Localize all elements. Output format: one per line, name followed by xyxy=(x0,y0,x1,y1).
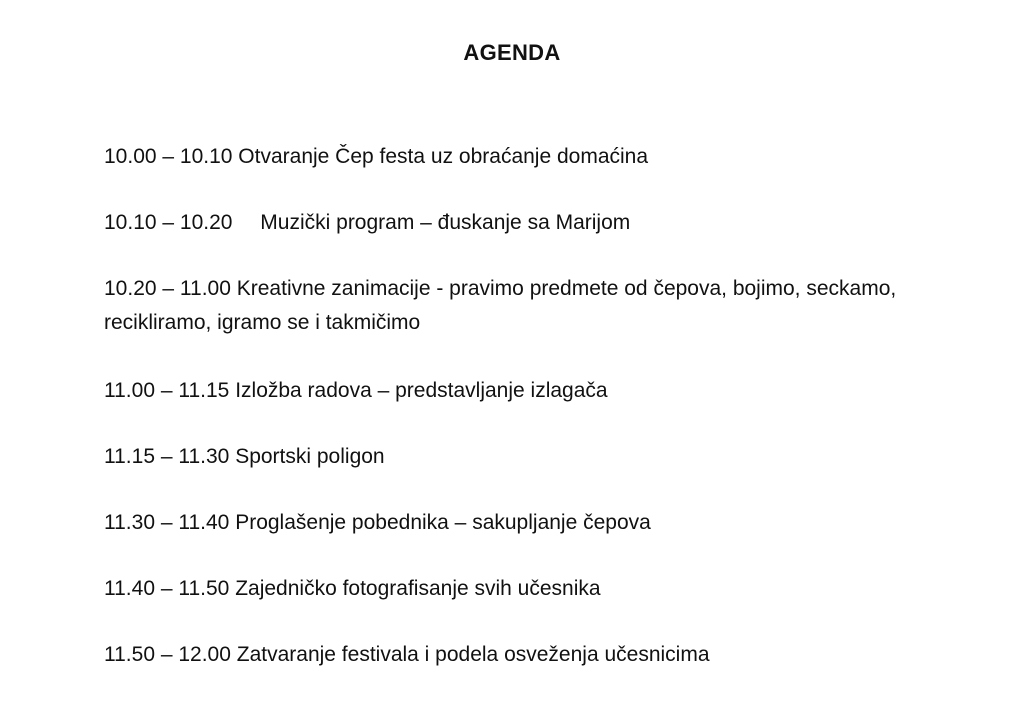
agenda-text: Kreativne zanimacije - pravimo predmete od čepova, bojimo, seckamo, recikliramo, igramo se i takmičimo xyxy=(104,277,897,334)
agenda-text: Otvaranje Čep festa uz obraćanje domaćina xyxy=(238,145,649,168)
agenda-text: Izložba radova – predstavljanje izlagača xyxy=(235,379,608,402)
agenda-time: 11.50 – 12.00 xyxy=(104,643,231,666)
agenda-item xyxy=(104,572,964,606)
agenda-time: 11.40 – 11.50 xyxy=(104,577,230,600)
agenda-item xyxy=(104,506,964,540)
agenda-list xyxy=(104,140,964,704)
agenda-item xyxy=(104,272,964,340)
agenda-time: 10.10 – 10.20 xyxy=(104,211,233,234)
agenda-time: 11.30 – 11.40 xyxy=(104,511,230,534)
agenda-item xyxy=(104,638,964,672)
agenda-time: 11.00 – 11.15 xyxy=(104,379,230,402)
agenda-time: 10.20 – 11.00 xyxy=(104,277,231,300)
agenda-item xyxy=(104,374,964,408)
agenda-item xyxy=(104,440,964,474)
agenda-item xyxy=(104,206,964,240)
agenda-text: Sportski poligon xyxy=(235,445,385,468)
agenda-time: 10.00 – 10.10 xyxy=(104,145,233,168)
agenda-text: Zatvaranje festivala i podela osveženja učesnicima xyxy=(236,643,710,666)
agenda-item xyxy=(104,140,964,174)
agenda-text: Proglašenje pobednika – sakupljanje čepova xyxy=(235,511,651,534)
page-title: AGENDA xyxy=(463,40,561,65)
agenda-time: 11.15 – 11.30 xyxy=(104,445,230,468)
agenda-text: Zajedničko fotografisanje svih učesnika xyxy=(235,577,601,600)
agenda-text: Muzički program – đuskanje sa Marijom xyxy=(260,211,631,234)
